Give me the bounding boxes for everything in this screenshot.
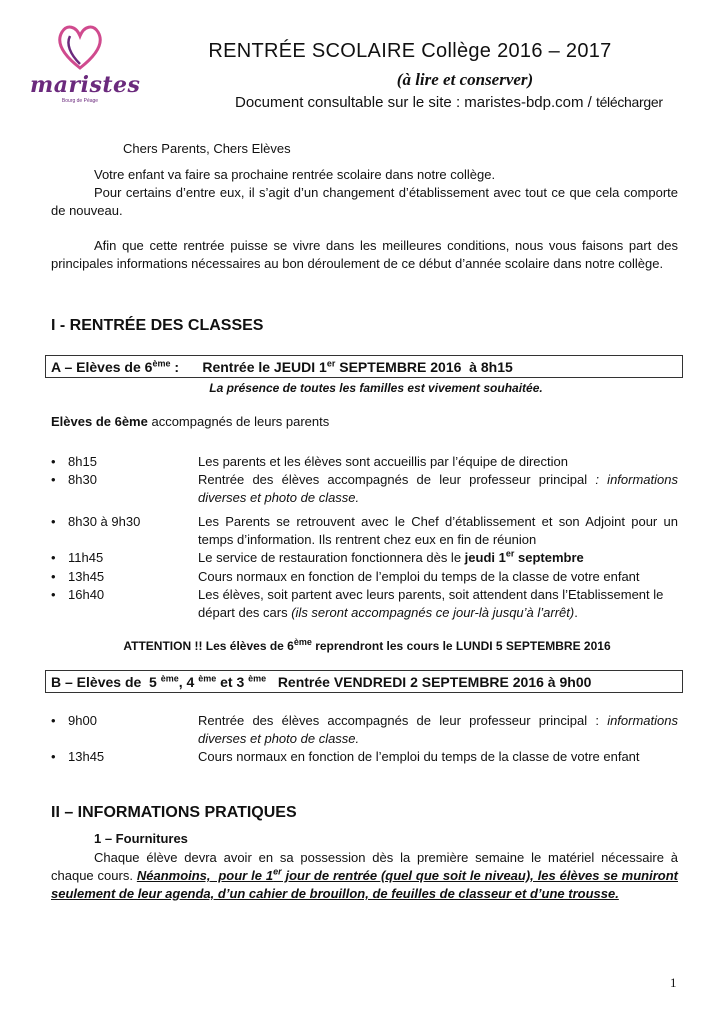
logo-subtitle: Bourg de Péage [61,98,99,104]
boxB-text-3: et 3 [216,674,249,690]
bullet: • [51,472,56,487]
schedule-time: 11h45 [68,550,104,565]
fournitures-paragraph [51,849,678,903]
bullet: • [51,454,56,469]
intro-paragraph-1 [51,166,678,220]
schedule-time: 13h45 [68,749,105,764]
fournitures-emph-sup: er [273,866,282,877]
schedule-time: 8h30 [68,472,97,487]
schedule-time: 8h15 [68,454,97,469]
bullet: • [51,550,56,565]
eleves-6eme-line [51,413,329,431]
boxA-sup-1: ème [152,358,171,369]
intro-line-1: Votre enfant va faire sa prochaine rentrée scolaire dans notre collège. [94,167,496,182]
attention-notice [51,639,683,653]
schedule-desc [198,712,678,748]
attention-text-1: ATTENTION !! Les élèves de 6 [123,639,294,653]
eleves-6eme-rest: accompagnés de leurs parents [147,414,330,429]
boxB-text-2: , 4 [178,674,199,690]
bullet: • [51,749,56,764]
fournitures-text: Chaque élève devra avoir en sa possession dès la première semaine le matériel nécessaire à chaque cours. [51,850,678,883]
schedule-desc [198,471,678,507]
bullet: • [51,569,56,584]
bullet: • [51,713,56,728]
fournitures-emph-2: pour le 1 [210,868,274,883]
schedule-desc-italic: (ils seront accompagnés ce jour-là jusqu’à l’arrêt) [291,605,575,620]
consult-line [235,94,695,111]
intro-paragraph-2: Afin que cette rentrée puisse se vivre dans les meilleures conditions, nous vous faisons part des principales informations nécessaires au bon déroulement de ce début d’année scolaire dans notre collège. [51,238,678,271]
boxB-text-1: B – Elèves de 5 [51,674,161,690]
schedule-time: 9h00 [68,713,97,728]
boxB-sup-3: ème [248,673,267,684]
schedule-desc-end: . [574,605,578,620]
fournitures-emph-3: jour de rentrée (quel que soit le niveau), les élèves se muniront seulement de leur agenda, d’un cahier de brouillon, de feuilles de classeur et d’une trousse. [51,868,678,901]
schedule-desc-bold [465,550,584,565]
school-logo [30,18,141,104]
boxB-text-4: Rentrée VENDREDI 2 SEPTEMBRE 2016 à 9h00 [266,674,592,690]
page-number: 1 [670,975,677,990]
fournitures-emphasis [51,868,678,901]
document-subtitle: (à lire et conserver) [396,70,534,89]
attention-text-2: reprendront les cours le LUNDI 5 SEPTEMBRE 2016 [311,639,611,653]
schedule-time: 16h40 [68,587,105,602]
fournitures-emph-1: Néanmoins, [136,868,211,883]
intro-line-2: Pour certains d’entre eux, il s’agit d’un changement d’établissement avec tout ce que cela comporte de nouveau. [51,185,678,218]
schedule-desc [198,586,678,622]
consult-prefix: Document consultable sur le site : maristes-bdp.com / [235,94,596,111]
schedule-bold-text-2: septembre [514,550,584,565]
schedule-desc: Cours normaux en fonction de l’emploi du temps de la classe de votre enfant [198,569,640,584]
schedule-desc [198,549,678,567]
document-title: RENTRÉE SCOLAIRE Collège 2016 – 2017 [208,40,612,62]
schedule-time: 13h45 [68,569,105,584]
presence-note: La présence de toutes les familles est vivement souhaitée. [209,381,543,395]
schedule-bold-text: jeudi 1 [464,550,506,565]
attention-sup: ème [293,637,312,647]
boxA-text-3: SEPTEMBRE 2016 à 8h15 [335,359,513,375]
boxA-text-2: : Rentrée le JEUDI 1 [170,359,327,375]
logo-wordmark: maristes [30,72,141,98]
boxA-text-1: A – Elèves de 6 [51,359,153,375]
boxA-sup-2: er [326,358,336,369]
schedule-desc-text: Rentrée des élèves accompagnés de leur professeur principal [198,472,588,487]
schedule-desc: Les parents et les élèves sont accueillis par l’équipe de direction [198,454,568,469]
fournitures-title: 1 – Fournitures [94,831,188,846]
schedule-desc: Cours normaux en fonction de l’emploi du temps de la classe de votre enfant [198,749,640,764]
box-eleves-6eme [45,355,683,378]
schedule-time: 8h30 à 9h30 [68,514,141,529]
boxB-sup-1: ème [160,673,179,684]
bullet: • [51,587,56,602]
download-link[interactable]: télécharger [595,94,663,110]
boxB-sup-2: ème [198,673,217,684]
schedule-desc-text: Rentrée des élèves accompagnés de leur professeur principal : [198,713,608,728]
greeting: Chers Parents, Chers Elèves [123,141,291,156]
box-eleves-5-4-3 [45,670,683,693]
schedule-desc-text: Le service de restauration fonctionnera dès le [198,550,465,565]
schedule-desc-italic: : informations diverses et photo de classe. [198,472,678,505]
section-heading-infos: II – INFORMATIONS PRATIQUES [51,804,297,821]
schedule-bold-sup: er [505,548,515,559]
schedule-desc-italic: informations diverses et photo de classe. [198,713,678,746]
schedule-desc: Les Parents se retrouvent avec le Chef d’établissement et son Adjoint pour un temps d’information. Ils rentrent chez eux en fin de réunion [198,514,678,547]
heart-logo-icon [52,18,108,74]
bullet: • [51,514,56,529]
eleves-6eme-bold: Elèves de 6ème [51,414,148,429]
schedule-desc-text: Les élèves, soit partent avec leurs parents, soit attendent dans l’Etablissement le départ des cars [198,587,664,620]
section-heading-rentree: I - RENTRÉE DES CLASSES [51,317,264,334]
